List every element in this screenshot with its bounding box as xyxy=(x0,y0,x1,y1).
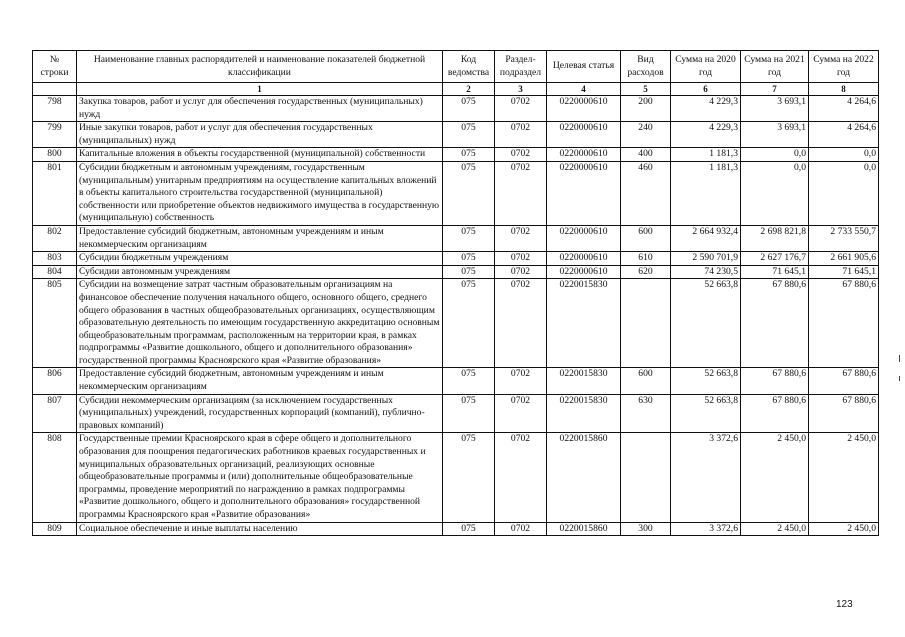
table-row xyxy=(33,161,879,225)
expense-type-cell: 620 xyxy=(621,265,671,279)
name-cell: Субсидии бюджетным учреждениям xyxy=(77,252,443,266)
target-article-cell: 0220015830 xyxy=(547,279,621,368)
sum-2022-cell: 67 880,6 xyxy=(809,368,879,394)
expense-type-cell: 300 xyxy=(621,522,671,536)
department-code-cell: 075 xyxy=(443,122,495,148)
expense-type-cell xyxy=(621,433,671,522)
department-code-cell: 075 xyxy=(443,368,495,394)
target-article-cell: 0220000610 xyxy=(547,96,621,122)
sum-2020-cell: 1 181,3 xyxy=(671,161,741,225)
expense-type-cell: 460 xyxy=(621,161,671,225)
expense-type-cell: 600 xyxy=(621,368,671,394)
target-article-cell: 0220015860 xyxy=(547,433,621,522)
sum-2022-cell: 2 450,0 xyxy=(809,522,879,536)
target-article-cell: 0220000610 xyxy=(547,265,621,279)
budget-table xyxy=(32,50,879,536)
department-code-cell: 075 xyxy=(443,522,495,536)
sum-2022-cell: 4 264,6 xyxy=(809,96,879,122)
name-cell: Социальное обеспечение и иные выплаты населению xyxy=(77,522,443,536)
target-article-cell: 0220000610 xyxy=(547,225,621,251)
sum-2022-cell: 4 264,6 xyxy=(809,122,879,148)
table-row xyxy=(33,265,879,279)
sum-2021-cell: 71 645,1 xyxy=(741,265,809,279)
sum-2021-cell: 3 693,1 xyxy=(741,96,809,122)
target-article-cell: 0220015860 xyxy=(547,522,621,536)
name-cell: Субсидии бюджетным и автономным учреждениям, государственным (муниципальным) унитарным предприятиям на осуществление капитальных вложений в объекты капитального строительства государственной (муниципальной) собственности или приобретение объектов недвижимого имущества в государственную (муниципальную) собственность xyxy=(77,161,443,225)
expense-type-cell: 630 xyxy=(621,394,671,433)
sum-2020-cell: 52 663,8 xyxy=(671,394,741,433)
sum-2021-cell: 67 880,6 xyxy=(741,394,809,433)
section-cell: 0702 xyxy=(495,96,547,122)
sum-2021-cell: 2 627 176,7 xyxy=(741,252,809,266)
sum-2020-cell: 3 372,6 xyxy=(671,433,741,522)
department-code-cell: 075 xyxy=(443,252,495,266)
sum-2022-cell: 71 645,1 xyxy=(809,265,879,279)
header-row-number: № строки xyxy=(33,51,77,83)
section-cell: 0702 xyxy=(495,252,547,266)
department-code-cell: 075 xyxy=(443,433,495,522)
column-number xyxy=(33,83,77,96)
section-cell: 0702 xyxy=(495,265,547,279)
header-name: Наименование главных распорядителей и наименование показателей бюджетной классификации xyxy=(77,51,443,83)
department-code-cell: 075 xyxy=(443,394,495,433)
sum-2022-cell: 2 450,0 xyxy=(809,433,879,522)
sum-2020-cell: 4 229,3 xyxy=(671,96,741,122)
sum-2020-cell: 52 663,8 xyxy=(671,368,741,394)
header-sum-2021: Сумма на 2021 год xyxy=(741,51,809,83)
row-number-cell: 798 xyxy=(33,96,77,122)
expense-type-cell: 400 xyxy=(621,148,671,162)
section-cell: 0702 xyxy=(495,122,547,148)
expense-type-cell: 200 xyxy=(621,96,671,122)
row-number-cell: 805 xyxy=(33,279,77,368)
department-code-cell: 075 xyxy=(443,161,495,225)
column-number: 6 xyxy=(671,83,741,96)
expense-type-cell xyxy=(621,279,671,368)
header-expense-type: Вид расходов xyxy=(621,51,671,83)
department-code-cell: 075 xyxy=(443,148,495,162)
column-number-row xyxy=(33,83,879,96)
sum-2022-cell: 2 661 905,6 xyxy=(809,252,879,266)
expense-type-cell: 240 xyxy=(621,122,671,148)
sum-2021-cell: 0,0 xyxy=(741,148,809,162)
row-number-cell: 801 xyxy=(33,161,77,225)
name-cell: Государственные премии Красноярского края в сфере общего и дополнительного образования для поощрения педагогических работников краевых государственных и муниципальных образовательных организаций, реализующих основные общеобразовательные программы и (или) дополнительные общеобразовательные программы, проведение мероприятий по награждению в рамках подпрограммы «Развитие дошкольного, общего и дополнительного образования» государственной программы Красноярского края «Развитие образования» xyxy=(77,433,443,522)
name-cell: Субсидии на возмещение затрат частным образовательным организациям на финансовое обеспечение получения начального общего, основного общего, среднего общего образования в частных общеобразовательных организациях, осуществляющим образовательную деятельность по имеющим государственную аккредитацию основным общеобразовательным программам, расположенным на территории края, в рамках подпрограммы «Развитие дошкольного, общего и дополнительного образования» государственной программы Красноярского края «Развитие образования» xyxy=(77,279,443,368)
sum-2022-cell: 0,0 xyxy=(809,148,879,162)
sum-2021-cell: 67 880,6 xyxy=(741,368,809,394)
column-number: 4 xyxy=(547,83,621,96)
sum-2021-cell: 67 880,6 xyxy=(741,279,809,368)
section-cell: 0702 xyxy=(495,433,547,522)
sum-2022-cell: 67 880,6 xyxy=(809,279,879,368)
name-cell: Закупка товаров, работ и услуг для обеспечения государственных (муниципальных) нужд xyxy=(77,96,443,122)
row-number-cell: 809 xyxy=(33,522,77,536)
section-cell: 0702 xyxy=(495,394,547,433)
table-header-row xyxy=(33,51,879,83)
sum-2022-cell: 2 733 550,7 xyxy=(809,225,879,251)
target-article-cell: 0220015830 xyxy=(547,394,621,433)
column-number: 1 xyxy=(77,83,443,96)
sum-2020-cell: 4 229,3 xyxy=(671,122,741,148)
scan-artifact xyxy=(899,376,900,381)
sum-2022-cell: 67 880,6 xyxy=(809,394,879,433)
column-number: 8 xyxy=(809,83,879,96)
sum-2021-cell: 2 450,0 xyxy=(741,433,809,522)
row-number-cell: 804 xyxy=(33,265,77,279)
target-article-cell: 0220000610 xyxy=(547,252,621,266)
page-number: 123 xyxy=(836,599,853,610)
table-row xyxy=(33,252,879,266)
column-number: 3 xyxy=(495,83,547,96)
row-number-cell: 807 xyxy=(33,394,77,433)
name-cell: Капитальные вложения в объекты государственной (муниципальной) собственности xyxy=(77,148,443,162)
expense-type-cell: 600 xyxy=(621,225,671,251)
column-number: 5 xyxy=(621,83,671,96)
row-number-cell: 802 xyxy=(33,225,77,251)
header-sum-2022: Сумма на 2022 год xyxy=(809,51,879,83)
section-cell: 0702 xyxy=(495,522,547,536)
table-row xyxy=(33,122,879,148)
row-number-cell: 808 xyxy=(33,433,77,522)
target-article-cell: 0220015830 xyxy=(547,368,621,394)
column-number: 7 xyxy=(741,83,809,96)
row-number-cell: 803 xyxy=(33,252,77,266)
name-cell: Предоставление субсидий бюджетным, автономным учреждениям и иным некоммерческим организациям xyxy=(77,368,443,394)
header-sum-2020: Сумма на 2020 год xyxy=(671,51,741,83)
table-row xyxy=(33,225,879,251)
section-cell: 0702 xyxy=(495,161,547,225)
sum-2020-cell: 74 230,5 xyxy=(671,265,741,279)
sum-2020-cell: 2 664 932,4 xyxy=(671,225,741,251)
sum-2021-cell: 2 698 821,8 xyxy=(741,225,809,251)
row-number-cell: 799 xyxy=(33,122,77,148)
row-number-cell: 806 xyxy=(33,368,77,394)
section-cell: 0702 xyxy=(495,279,547,368)
name-cell: Субсидии автономным учреждениям xyxy=(77,265,443,279)
department-code-cell: 075 xyxy=(443,225,495,251)
table-row xyxy=(33,368,879,394)
table-row xyxy=(33,148,879,162)
department-code-cell: 075 xyxy=(443,279,495,368)
sum-2021-cell: 0,0 xyxy=(741,161,809,225)
section-cell: 0702 xyxy=(495,148,547,162)
sum-2020-cell: 2 590 701,9 xyxy=(671,252,741,266)
table-row xyxy=(33,433,879,522)
sum-2021-cell: 2 450,0 xyxy=(741,522,809,536)
header-section: Раздел-подраздел xyxy=(495,51,547,83)
department-code-cell: 075 xyxy=(443,96,495,122)
sum-2021-cell: 3 693,1 xyxy=(741,122,809,148)
header-department-code: Код ведомства xyxy=(443,51,495,83)
column-number: 2 xyxy=(443,83,495,96)
sum-2020-cell: 52 663,8 xyxy=(671,279,741,368)
table-row xyxy=(33,522,879,536)
name-cell: Иные закупки товаров, работ и услуг для обеспечения государственных (муниципальных) нужд xyxy=(77,122,443,148)
table-body xyxy=(33,96,879,536)
section-cell: 0702 xyxy=(495,225,547,251)
header-target-article: Целевая статья xyxy=(547,51,621,83)
sum-2020-cell: 1 181,3 xyxy=(671,148,741,162)
table-row xyxy=(33,96,879,122)
section-cell: 0702 xyxy=(495,368,547,394)
row-number-cell: 800 xyxy=(33,148,77,162)
target-article-cell: 0220000610 xyxy=(547,161,621,225)
sum-2020-cell: 3 372,6 xyxy=(671,522,741,536)
name-cell: Субсидии некоммерческим организациям (за исключением государственных (муниципальных) учреждений, государственных корпораций (компаний), публично-правовых компаний) xyxy=(77,394,443,433)
scan-artifact xyxy=(899,355,900,362)
name-cell: Предоставление субсидий бюджетным, автономным учреждениям и иным некоммерческим организациям xyxy=(77,225,443,251)
department-code-cell: 075 xyxy=(443,265,495,279)
table-row xyxy=(33,279,879,368)
table-row xyxy=(33,394,879,433)
target-article-cell: 0220000610 xyxy=(547,122,621,148)
target-article-cell: 0220000610 xyxy=(547,148,621,162)
expense-type-cell: 610 xyxy=(621,252,671,266)
sum-2022-cell: 0,0 xyxy=(809,161,879,225)
